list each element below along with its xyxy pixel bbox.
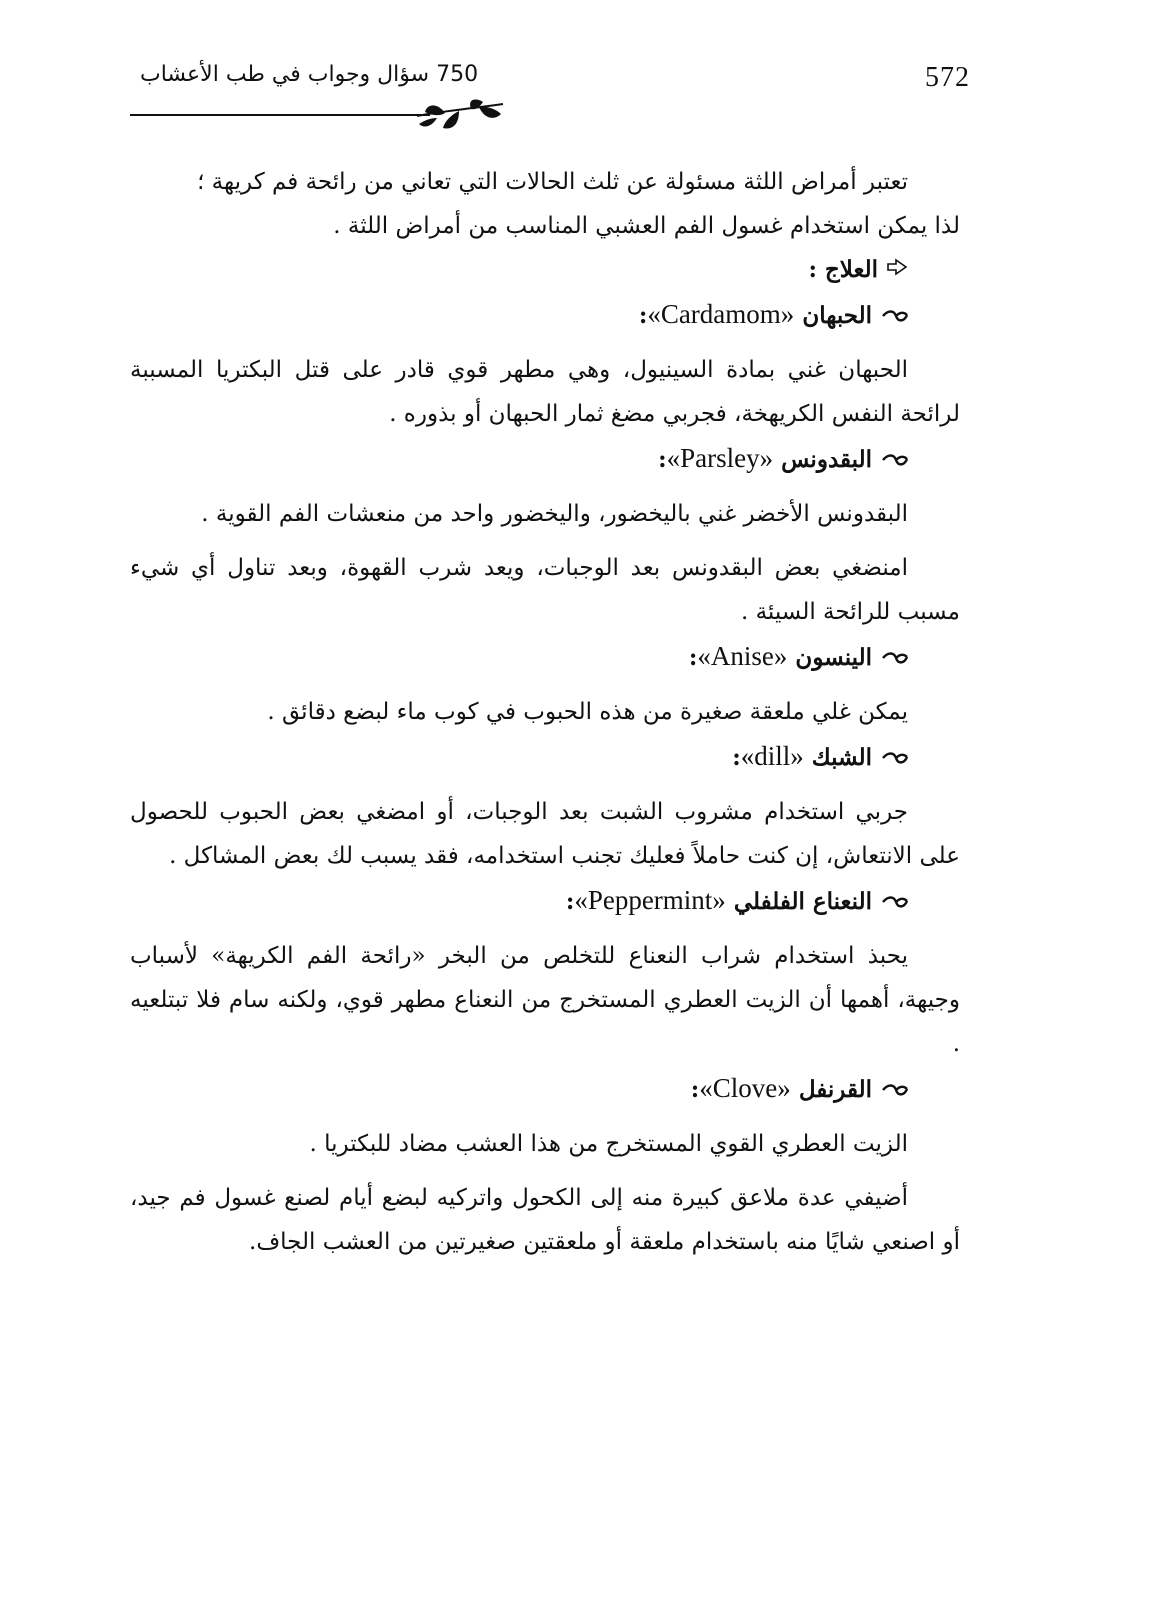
leaf-swash-bullet-icon (882, 751, 908, 765)
running-title: 750 سؤال وجواب في طب الأعشاب (140, 62, 479, 87)
page-header (130, 62, 970, 102)
herb-latin-name: «Parsley» (666, 443, 774, 473)
colon: : (658, 446, 667, 473)
anise-description: يمكن غلي ملعقة صغيرة من هذه الحبوب في كوب ماء لبضع دقائق . (267, 699, 908, 725)
cardamom-description: الحبهان غني بمادة السينيول، وهي مطهر قوي قادر على قتل البكتريا المسببة لرائحة النفس الكريهخة، فجربي مضغ ثمار الحبهان أو بذوره . (130, 357, 960, 427)
parsley-description-1: البقدونس الأخضر غني باليخضور، واليخضور واحد من منعشات الفم القوية . (201, 501, 908, 527)
herb-heading-anise (130, 634, 960, 680)
parsley-description-2: امنضغي بعض البقدونس بعد الوجبات، ويعد شرب القهوة، وبعد تناول أي شيء مسبب للرائحة السيئة . (130, 555, 960, 625)
page-number: 572 (925, 62, 970, 93)
leaf-swash-bullet-icon (882, 651, 908, 665)
leaf-swash-bullet-icon (882, 1083, 908, 1097)
dill-description: جربي استخدام مشروب الشبت بعد الوجبات، أو امضغي بعض الحبوب للحصول على الانتعاش، إن كنت حاملاً فعليك تجنب استخدامه، فقد يسبب لك بعض المشاكل . (130, 799, 960, 869)
header-rule (130, 114, 430, 116)
leaf-swash-bullet-icon (882, 895, 908, 909)
peppermint-description: يحبذ استخدام شراب النعناع للتخلص من البخر «رائحة الفم الكريهة» لأسباب وجيهة، أهمها أن الزيت العطري المستخرج من النعناع مطهر قوي، ولكنه سام فلا تبتلعيه . (130, 943, 960, 1057)
colon: : (688, 644, 698, 671)
treatment-heading (130, 248, 960, 292)
herb-heading-clove (130, 1066, 960, 1112)
hand-pointer-icon (886, 257, 908, 277)
clove-description-1: الزيت العطري القوي المستخرج من هذا العشب مضاد للبكتريا . (309, 1131, 908, 1157)
intro-line-1: تعتبر أمراض اللثة مسئولة عن ثلث الحالات التي تعاني من رائحة فم كريهة ؛ (197, 169, 908, 195)
treatment-label: العلاج : (808, 256, 878, 283)
herb-latin-name: «Peppermint» (574, 885, 726, 915)
colon: : (690, 1076, 700, 1103)
clove-description-2: أضيفي عدة ملاعق كبيرة منه إلى الكحول واتركيه لبضع أيام لصنع غسول فم جيد، أو اصنعي شايًا منه باستخدام ملعقة أو ملعقتين صغيرتين من العشب الجاف. (130, 1185, 960, 1255)
intro-line-2: لذا يمكن استخدام غسول الفم العشبي المناسب من أمراض اللثة . (333, 213, 960, 239)
herb-latin-name: «Cardamom» (647, 299, 795, 329)
herb-heading-parsley (130, 436, 960, 482)
colon: : (565, 888, 575, 915)
leaf-branch-ornament-icon (415, 98, 505, 134)
herb-name: الشبك (811, 744, 872, 771)
page-body (130, 160, 960, 1264)
herb-name: النعناع الفلفلي (733, 888, 872, 915)
herb-name: البقدونس (781, 446, 872, 473)
herb-heading-cardamom (130, 292, 960, 338)
herb-name: الينسون (795, 644, 872, 671)
leaf-swash-bullet-icon (882, 453, 908, 467)
herb-latin-name: «Clove» (699, 1073, 791, 1103)
herb-name: الحبهان (802, 302, 872, 329)
colon: : (638, 302, 648, 329)
leaf-swash-bullet-icon (882, 309, 908, 323)
herb-latin-name: «Anise» (697, 641, 788, 671)
herb-name: القرنفل (798, 1076, 872, 1103)
colon: : (732, 744, 741, 771)
herb-latin-name: «dill» (740, 741, 804, 771)
herb-heading-dill (130, 734, 960, 780)
herb-heading-peppermint (130, 878, 960, 924)
